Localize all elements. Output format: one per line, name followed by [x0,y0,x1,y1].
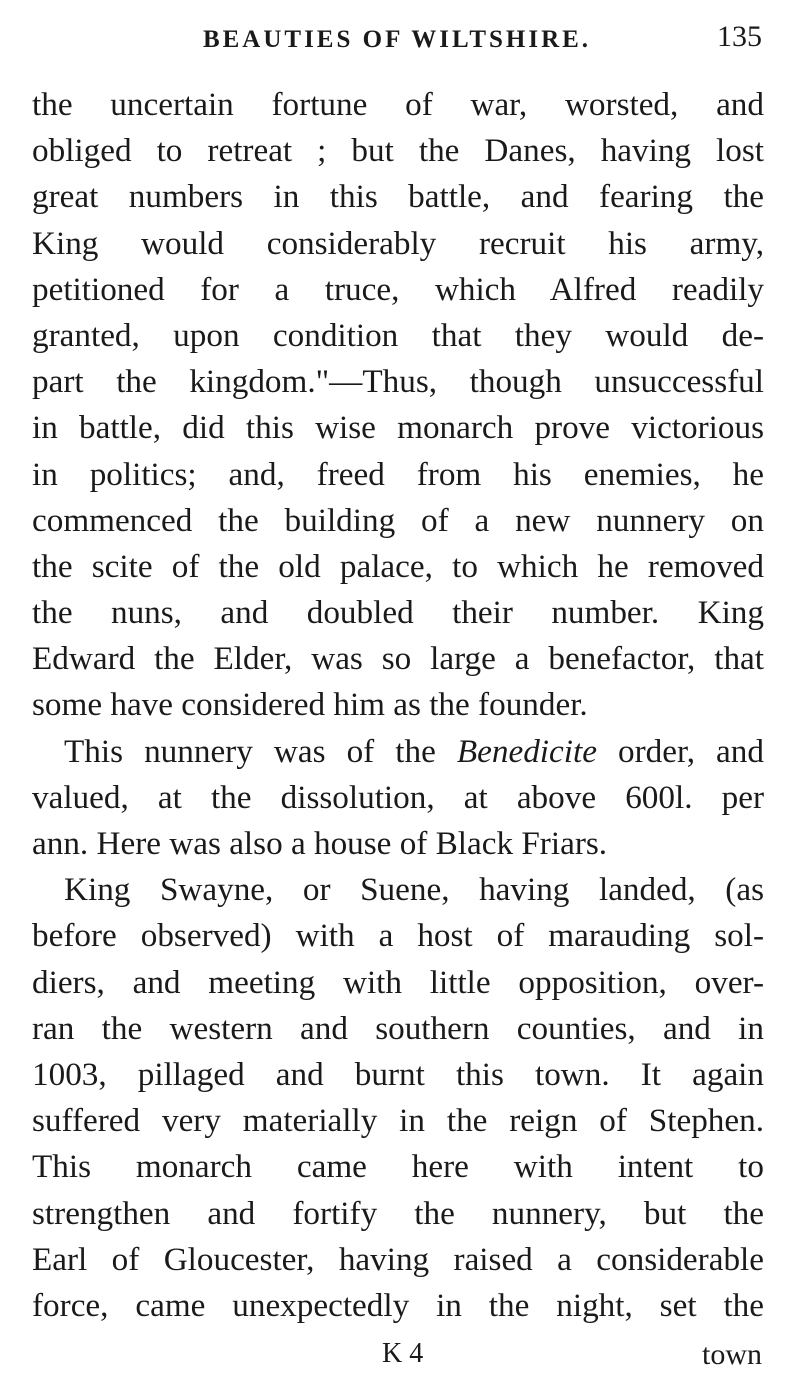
italic-order-name: Benedicite [456,732,597,770]
text-line: Edward the Elder, was so large a benefactor, that [32,640,764,678]
text-body [32,82,764,1329]
text-line: suffered very materially in the reign of Stephen. [32,1102,764,1140]
text-line: This monarch came here with intent to [32,1148,764,1186]
text-line: Earl of Gloucester, having raised a considerable [32,1240,764,1278]
running-head [32,20,762,60]
running-title: BEAUTIES OF WILTSHIRE. [202,26,592,53]
text-line: strengthen and fortify the nunnery, but the [32,1194,764,1232]
text-line: great numbers in this battle, and fearing the [32,178,764,216]
text-line: diers, and meeting with little opposition, over- [32,963,764,1001]
text-line: commenced the building of a new nunnery on [32,501,764,539]
text-line: granted, upon condition that they would de- [32,316,764,354]
text-line: King Swayne, or Suene, having landed, (as [64,871,764,909]
text-line: the nuns, and doubled their number. King [32,594,764,632]
page-footer [32,1338,762,1382]
page-number: 135 [717,20,762,53]
text-line: valued, at the dissolution, at above 600l. per [32,778,764,816]
text-segment: This nunnery was of the [64,732,457,770]
text-line: force, came unexpectedly in the night, set the [32,1286,764,1324]
text-line [32,729,764,775]
text-line: the uncertain fortune of war, worsted, and [32,86,764,123]
text-line: part the kingdom."—Thus, though unsuccessful [32,363,764,401]
text-line: petitioned for a truce, which Alfred readily [32,270,764,308]
text-line: in politics; and, freed from his enemies, he [32,455,764,493]
text-line: ann. Here was also a house of Black Friars. [32,825,608,862]
text-segment: order, and [596,732,764,770]
text-line: in battle, did this wise monarch prove victorious [32,409,764,447]
text-line: King would considerably recruit his army, [32,224,764,262]
text-line: before observed) with a host of marauding sol- [32,917,764,955]
text-line: ran the western and southern counties, and in [32,1009,764,1047]
catchword: town [702,1338,762,1371]
text-line: obliged to retreat ; but the Danes, having lost [32,132,764,170]
signature-mark: K 4 [382,1338,424,1369]
text-line: the scite of the old palace, to which he removed [32,547,764,585]
text-line: some have considered him as the founder. [32,686,588,724]
text-line: 1003, pillaged and burnt this town. It again [32,1055,764,1093]
